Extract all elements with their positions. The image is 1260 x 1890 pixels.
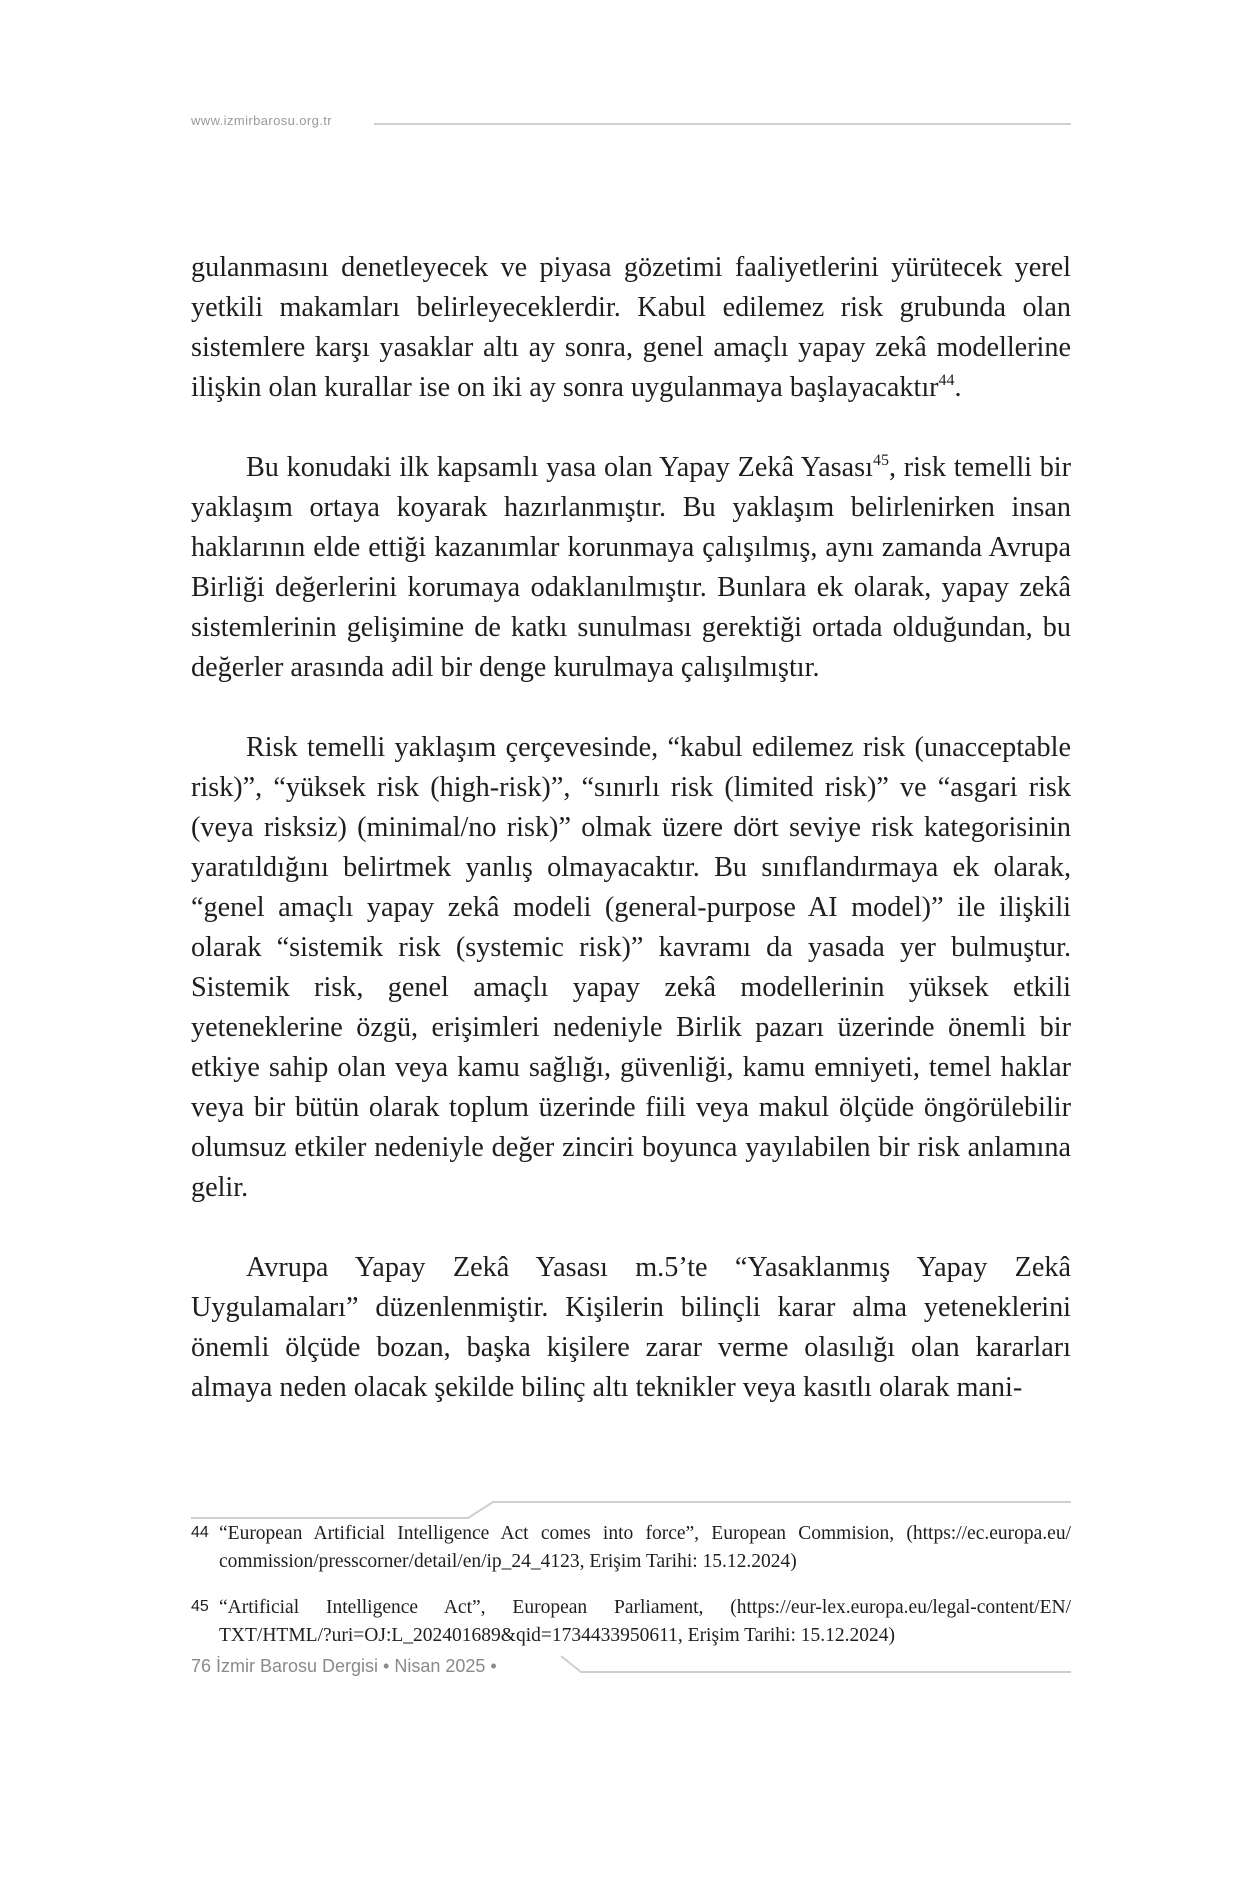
paragraph-4: Avrupa Yapay Zekâ Yasası m.5’te “Yasaklanmış Yapay Zekâ Uygulamaları” düzenlenmiştir. Kişilerin bilinçli karar alma yeteneklerini önemli ölçüde bozan, başka kişilere zarar verme olasılığı olan kararları almaya neden olacak şekilde bilinç altı teknikler veya kasıtlı olarak mani- xyxy=(191,1252,1071,1403)
paragraph-2-text-a: Bu konudaki ilk kapsamlı yasa olan Yapay Zekâ Yasası xyxy=(246,452,873,483)
footnote-separator xyxy=(191,1500,1071,1520)
paragraph-1 xyxy=(191,248,1071,408)
footnotes xyxy=(191,1520,1071,1668)
page-header xyxy=(191,112,1071,132)
header-rule xyxy=(374,123,1071,125)
body-text xyxy=(191,248,1071,1408)
footnote-text: “European Artificial Intelligence Act comes into force”, European Commision, (https://ec.europa.eu/ commission/presscorner/detail/en/ip_24_4123, Erişim Tarihi: 15.12.2024) xyxy=(219,1523,1071,1572)
paragraph-3: Risk temelli yaklaşım çerçevesinde, “kabul edilemez risk (unacceptable risk)”, “yüksek risk (high-risk)”, “sınırlı risk (limited risk)” ve “asgari risk (veya risksiz) (minimal/no risk)” olmak üzere dört seviye risk kategorisinin yaratıldığını belirtmek yanlış olmayacaktır. Bu sınıflandırmaya ek olarak, “genel amaçlı yapay zekâ modeli (general-purpose AI model)” ile ilişkili olarak “sistemik risk (systemic risk)” kavramı da yasada yer bulmuştur. Sistemik risk, genel amaçlı yapay zekâ modellerinin yüksek etkili yeteneklerine özgü, erişimleri nedeniyle Birlik pazarı üzerinde önemli bir etkiye sahip olan veya kamu sağlığı, güvenliği, kamu emniyeti, temel haklar veya bir bütün olarak toplum üzerinde fiili veya makul ölçüde öngörülebilir olumsuz etkiler nedeniyle değer zinciri boyunca yayılabilen bir risk anlamına gelir. xyxy=(191,732,1071,1203)
paragraph-2-text-b: , risk temelli bir yaklaşım ortaya koyarak hazırlanmıştır. Bu yaklaşım belirlenirken insan haklarının elde ettiği kazanımlar korunmaya çalışılmış, aynı zamanda Avrupa Birliği değerlerini korumaya odaklanılmıştır. Bunlara ek olarak, yapay zekâ sistemlerinin gelişimine de katkı sunulması gerektiği ortada olduğundan, bu değerler arasında adil bir denge kurulmaya çalışılmıştır. xyxy=(191,452,1072,683)
footer-text: 76 İzmir Barosu Dergisi • Nisan 2025 • xyxy=(191,1656,497,1676)
header-url: www.izmirbarosu.org.tr xyxy=(191,113,332,128)
paragraph-1-text: gulanmasını denetleyecek ve piyasa gözetimi faaliyetlerini yürütecek yerel yetkili makamları belirleyeceklerdir. Kabul edilemez risk grubunda olan sistemlere karşı yasaklar altı ay sonra, genel amaçlı yapay zekâ modellerine ilişkin olan kurallar ise on iki ay sonra uygulanmaya başlayacaktır xyxy=(191,252,1071,403)
paragraph-1-end: . xyxy=(954,372,962,403)
page-footer xyxy=(191,1654,1071,1684)
paragraph-2 xyxy=(191,448,1071,688)
footnote-number: 45 xyxy=(191,1598,209,1615)
footnote-ref-45: 45 xyxy=(872,452,889,469)
footnote-ref-44: 44 xyxy=(938,372,955,389)
footnote-number: 44 xyxy=(191,1524,209,1541)
footnote-text: “Artificial Intelligence Act”, European Parliament, (https://eur-lex.europa.eu/legal-content/EN/ TXT/HTML/?uri=OJ:L_202401689&qid=1734433950611, Erişim Tarihi: 15.12.2024) xyxy=(219,1597,1071,1646)
footnote-44 xyxy=(191,1520,1071,1576)
footnote-45 xyxy=(191,1594,1071,1650)
